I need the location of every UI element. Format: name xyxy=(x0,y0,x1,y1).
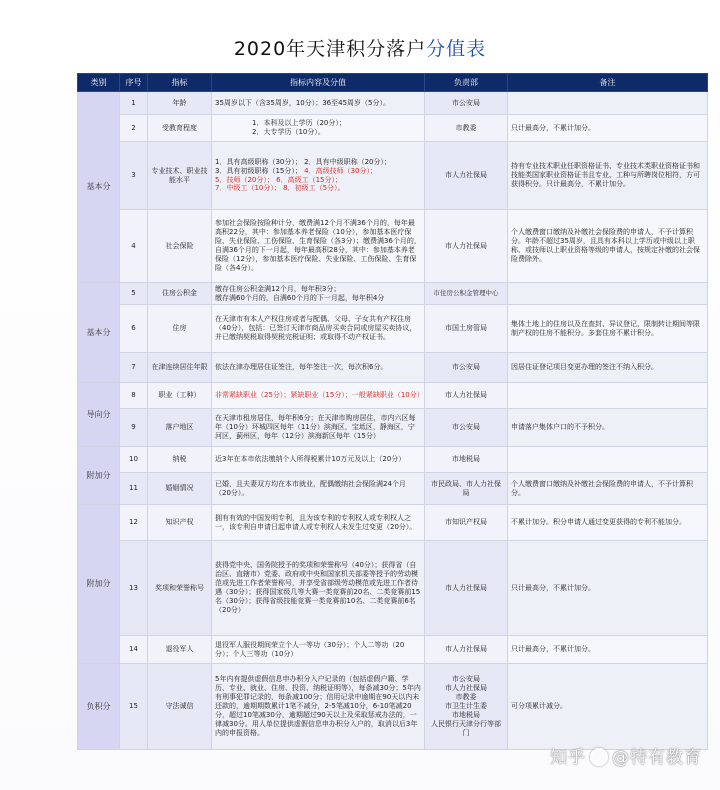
row-number: 12 xyxy=(120,505,148,541)
content-line xyxy=(215,184,421,193)
row-note xyxy=(508,383,708,409)
row-content: 近3年在本市依法缴纳个人所得税累计10万元及以上（20分） xyxy=(212,447,425,473)
row-content: 退役军人服役期间荣立个人一等功（30分）；个人二等功（20分）；个人三等功（10分） xyxy=(212,636,425,664)
department-line: 市教委 xyxy=(455,693,477,702)
content-item: 5．技师（20分）； xyxy=(215,175,274,184)
row-indicator: 住房 xyxy=(148,305,212,353)
row-indicator: 落户地区 xyxy=(148,409,212,447)
row-content: 35周岁以下（含35周岁，10分）；36至45周岁（5分）。 xyxy=(212,92,425,115)
watermark-brand: 知乎 xyxy=(550,748,586,768)
row-department: 市知识产权局 xyxy=(425,505,508,541)
content-item: 7．中级工（10分）； xyxy=(215,184,281,193)
row-note xyxy=(508,447,708,473)
table-row xyxy=(78,92,708,115)
row-note xyxy=(508,283,708,305)
row-content: 已婚，且夫妻双方均在本市就业，配偶缴纳社会保险满24个月（20分）。 xyxy=(212,473,425,505)
content-item: 1．具有高级职称（30分）； xyxy=(215,157,302,166)
row-department: 市人力社保局 xyxy=(425,210,508,283)
header-remarks: 备注 xyxy=(508,74,708,92)
row-indicator: 退役军人 xyxy=(148,636,212,664)
table-row xyxy=(78,541,708,636)
department-line: 市公安局 xyxy=(452,675,480,684)
row-content: 获得党中央、国务院授予的奖项和荣誉称号（40分）；获得省（自治区、直辖市）党委、政府或中央和国家机关部委等授予的劳动模范或先进工作者荣誉称号，并享受省部级劳动模范或先进工作者待遇（30分）；获得国家级几等大赛一类竞赛前20名、二类竞赛前15名（30分）；获得省级技能竞赛一类竞赛前10名、二类竞赛前6名（20分） xyxy=(212,541,425,636)
row-number: 9 xyxy=(120,409,148,447)
row-indicator: 在津连续居住年限 xyxy=(148,353,212,383)
table-row xyxy=(78,210,708,283)
header-content: 指标内容及分值 xyxy=(212,74,425,92)
row-note: 申请落户集体户口的不予积分。 xyxy=(508,409,708,447)
row-number: 3 xyxy=(120,142,148,210)
watermark xyxy=(550,743,702,768)
row-number: 10 xyxy=(120,447,148,473)
row-content: 参加社会保险按险种计分，缴费满12个月不满36个月的，每年最高积22分，其中：参加基本养老保险（10分），参加基本医疗保险、失业保险、工伤保险、生育保险（各3分）；缴费满36个月的，自满36个月的下一月起，每年最高积28分，其中：参加基本养老保险（12分），参加基本医疗保险、失业保险、工伤保险、生育保险（各4分）。 xyxy=(212,210,425,283)
row-number: 5 xyxy=(120,283,148,305)
row-note: 不累计加分。积分申请人通过变更获得的专利不能加分。 xyxy=(508,505,708,541)
row-number: 4 xyxy=(120,210,148,283)
content-item: 8．初级工（5分）。 xyxy=(283,184,345,193)
row-note: 可分项累计减分。 xyxy=(508,664,708,750)
row-content: 拥有有效的中国发明专利，且为该专利的专利权人或专利权人之一，该专利自申请日起申请人或专利权人未发生过变更（20分）。 xyxy=(212,505,425,541)
content-line: 1．本科及以上学历（20分）； xyxy=(252,119,346,128)
table-row xyxy=(78,473,708,505)
content-item: 4．高级技师（30分）； xyxy=(304,166,377,175)
table-row xyxy=(78,305,708,353)
row-content xyxy=(212,283,425,305)
category-basic: 基本分 xyxy=(78,283,120,383)
table-row xyxy=(78,142,708,210)
content-line xyxy=(215,158,421,167)
row-content xyxy=(212,115,425,142)
watermark-account: @特有教育 xyxy=(612,748,702,768)
row-indicator: 知识产权 xyxy=(148,505,212,541)
row-note: 持有专业技术职业任职资格证书、专业技术类职业资格证书和技能类国家职业资格证书且专业、工种与所聘岗位相符，方可获得积分。只计最高分，不累计加分。 xyxy=(508,142,708,210)
category-extra: 附加分 xyxy=(78,447,120,505)
title-main: 2020年天津积分落户 xyxy=(233,38,427,60)
header-indicator: 指标 xyxy=(148,74,212,92)
content-item: 3．具有初级职称（15分）； xyxy=(215,166,302,175)
row-department: 市教委 xyxy=(425,115,508,142)
row-indicator: 纳税 xyxy=(148,447,212,473)
table-header-row xyxy=(78,74,708,92)
row-note: 个人缴费窗口缴纳及补缴社会保险费的申请人，不予计算积分。年龄不超过35周岁，且具有本科以上学历或中级以上职称、或技师以上职业资格等级的申请人，按规定补缴的社会保险费除外。 xyxy=(508,210,708,283)
table-row xyxy=(78,447,708,473)
row-indicator: 社会保险 xyxy=(148,210,212,283)
row-number: 2 xyxy=(120,115,148,142)
row-number: 7 xyxy=(120,353,148,383)
content-line xyxy=(215,167,421,176)
row-content: 5年内有提供虚假信息申办积分入户记录的（包括虚假户籍、学历、专业、就业、住房、投资、纳税证明等），每条减30分；5年内有刑事犯罪记录的，每条减100分；信用记录中逾期在90天以内未还款的，逾期期数累计1笔不减分，2-5笔减10分，6-10笔减20分，超过10笔减30分，逾期超过90天以上及采取惩戒办法的，一律减30分。用人单位提供虚假信息申办积分入户的，取消以后3年内的申报资格。 xyxy=(212,664,425,750)
table-row xyxy=(78,283,708,305)
zhihu-user-icon xyxy=(590,748,608,766)
category-basic: 基本分 xyxy=(78,92,120,283)
header-number: 序号 xyxy=(120,74,148,92)
table-row xyxy=(78,636,708,664)
row-indicator: 年龄 xyxy=(148,92,212,115)
content-item: 2．具有中级职称（20分）； xyxy=(304,157,391,166)
row-department: 市人力社保局 xyxy=(425,541,508,636)
content-item: 6．高级工（15分）； xyxy=(276,175,342,184)
row-content: 依法在津办理居住证签注，每年签注一次，每次积6分。 xyxy=(212,353,425,383)
row-content: 在天津市有本人产权住房或者与配偶、父母、子女共有产权住房（40分），包括：已签订天津市商品房买卖合同或房屋买卖协议，并已缴纳契税取得契税完税证明；或取得不动产权证书。 xyxy=(212,305,425,353)
title-highlight: 分值表 xyxy=(426,38,487,60)
row-note xyxy=(508,92,708,115)
table-row xyxy=(78,409,708,447)
row-note: 个人缴费窗口缴纳及补缴社会保险费的申请人，不予计算积分。 xyxy=(508,473,708,505)
row-department: 市公安局 xyxy=(425,353,508,383)
table-row xyxy=(78,383,708,409)
row-indicator: 受教育程度 xyxy=(148,115,212,142)
points-table xyxy=(77,73,708,750)
row-department: 市人力社保局 xyxy=(425,142,508,210)
content-line: 缴存住房公积金满12个月，每年积3分； xyxy=(215,284,341,293)
content-line: 缴存满60个月的，自满60个月的下一月起，每年积4分 xyxy=(215,293,385,302)
department-line: 市人力社保局 xyxy=(445,684,487,693)
row-indicator: 奖项和荣誉称号 xyxy=(148,541,212,636)
header-department: 负责部 xyxy=(425,74,508,92)
row-indicator: 婚姻情况 xyxy=(148,473,212,505)
row-note: 集体土地上的住房以及在查封、异议登记、限制转让期间等限制产权的住房不能积分。多套住房不累计积分。 xyxy=(508,305,708,353)
row-department: 市人力社保局 xyxy=(425,636,508,664)
department-line: 市卫生计生委 xyxy=(445,702,487,711)
table-row xyxy=(78,115,708,142)
row-department xyxy=(425,664,508,750)
row-note: 因居住证登记项目变更办理的签注不纳入积分。 xyxy=(508,353,708,383)
row-department: 市民政局、市人力社保局 xyxy=(425,473,508,505)
table-row xyxy=(78,353,708,383)
row-department: 市地税局 xyxy=(425,447,508,473)
row-number: 8 xyxy=(120,383,148,409)
department-line: 人民银行天津分行等部门 xyxy=(431,719,501,737)
table-row xyxy=(78,505,708,541)
row-indicator: 住房公积金 xyxy=(148,283,212,305)
row-department: 市人力社保局 xyxy=(425,383,508,409)
row-number: 11 xyxy=(120,473,148,505)
row-note: 只计最高分，不累计加分。 xyxy=(508,636,708,664)
row-note: 只计最高分，不累计加分。 xyxy=(508,115,708,142)
category-guide: 导向分 xyxy=(78,383,120,447)
table-row xyxy=(78,664,708,750)
row-indicator: 守法诚信 xyxy=(148,664,212,750)
category-extra: 附加分 xyxy=(78,505,120,664)
row-number: 6 xyxy=(120,305,148,353)
row-indicator: 职业（工种） xyxy=(148,383,212,409)
row-note: 只计最高分，不累计加分。 xyxy=(508,541,708,636)
row-content: 在天津市租房居住，每年积6分；在天津市购房居住，市内六区每年（10分）环城四区每年（11分）滨海区，宝坻区，静海区，宁河区，蓟州区，每年（12分）滨海新区每年（15分） xyxy=(212,409,425,447)
category-negative: 负积分 xyxy=(78,664,120,750)
row-number: 13 xyxy=(120,541,148,636)
row-number: 1 xyxy=(120,92,148,115)
row-content xyxy=(212,142,425,210)
row-content: 非常紧缺职业（25分）；紧缺职业（15分）；一般紧缺职业（10分） xyxy=(212,383,425,409)
header-category: 类别 xyxy=(78,74,120,92)
row-number: 15 xyxy=(120,664,148,750)
row-department: 市住房公积金管理中心 xyxy=(425,283,508,305)
page-title xyxy=(0,34,720,61)
department-line: 市地税局 xyxy=(452,710,480,719)
row-department: 市公安局 xyxy=(425,409,508,447)
row-number: 14 xyxy=(120,636,148,664)
row-department: 市国土房管局 xyxy=(425,305,508,353)
row-department: 市公安局 xyxy=(425,92,508,115)
content-line: 2．大专学历（10分）。 xyxy=(252,128,325,136)
row-indicator: 专业技术、职业技能水平 xyxy=(148,142,212,210)
